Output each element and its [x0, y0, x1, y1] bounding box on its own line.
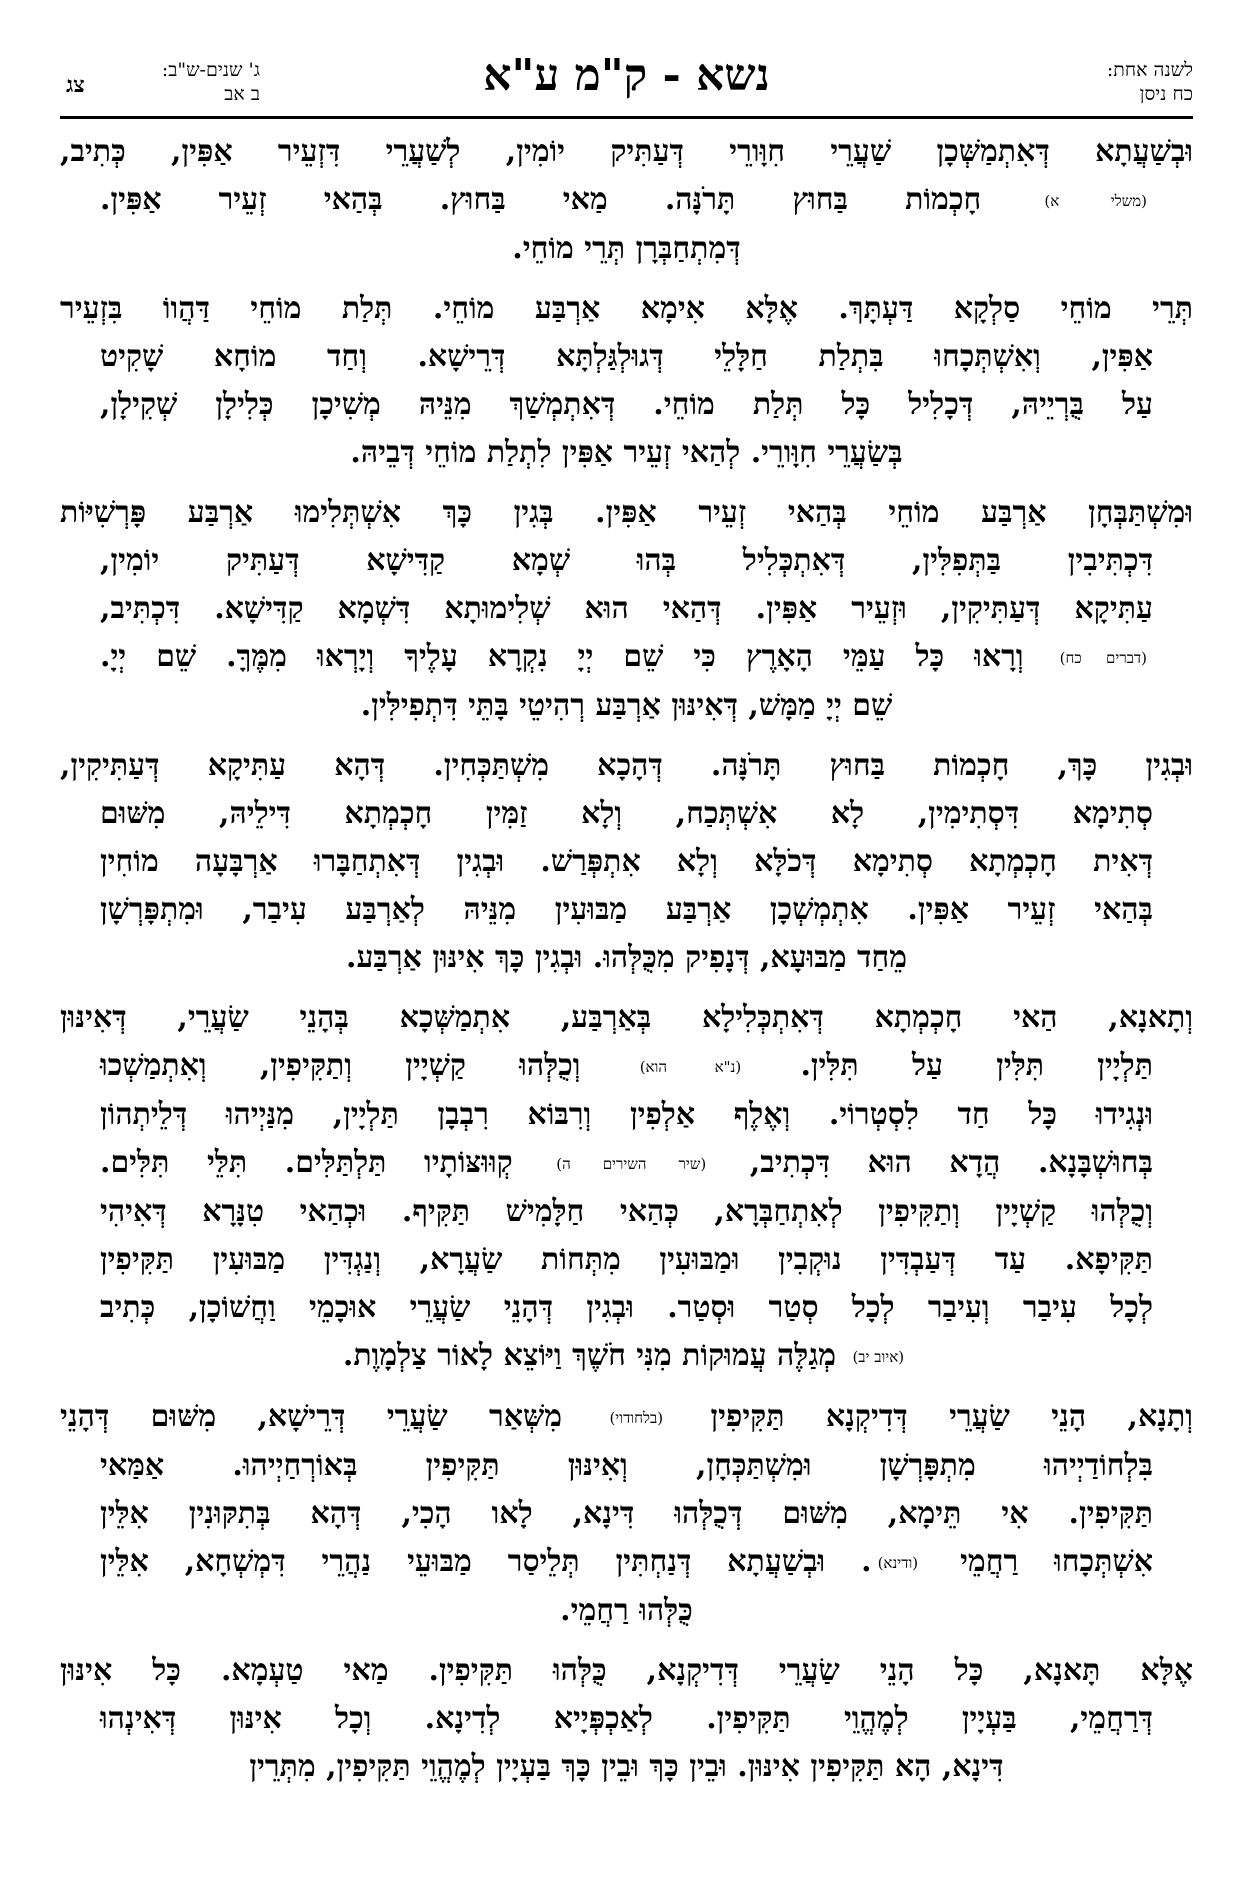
- text-line: [60, 381, 1193, 429]
- text-line: [60, 128, 1193, 176]
- text-segment: תַּלְיָין תִּלִּין עַל תִּלִּין.: [747, 1048, 1153, 1083]
- text-segment: . וּבְשַׁעֲתָא דְּנַחְתִּין תְּלֵיסַר מַבּוּעֵי נַהֲרֵי דִּמְשְׁחָא, אִלֵּין: [100, 1544, 872, 1579]
- text-line: [60, 489, 1193, 537]
- text-segment: דְּמִתְחַבְּרָן תְּרֵי מוֹחֵי.: [512, 231, 741, 266]
- text-segment: דִּכְתִּיבִין בַּתְּפִלִּין, דְּאִתְכְּלִיל בְּהוּ שְׁמָא קַדִּישָׁא דְּעַתִּיק יוֹמִין,: [100, 543, 1153, 578]
- text-line: [60, 1139, 1193, 1188]
- text-segment: דְּאִית חָכְמְתָא סְתִימָא דְּכֹלָּא וְלָא אִתְפְּרַשׁ. וּבְגִין דְּאִתְחַבָּרוּ אַרְבָּעָה מוֹחִין: [100, 844, 1153, 879]
- header-one-year-label: לשנה אחת:: [1106, 59, 1193, 81]
- text-line: [60, 682, 1193, 730]
- text-line: [60, 1442, 1193, 1490]
- text-line: [60, 585, 1193, 633]
- text-line: [60, 429, 1193, 477]
- text-line: [60, 790, 1193, 838]
- text-segment: תְּרֵי מוֹחֵי סַלְקָא דַּעְתָּךְ. אֶלָּא אִימָא אַרְבַּע מוֹחֵי. תְּלַת מוֹחֵי דַּהֲווֹ בִּזְעֵיר: [60, 291, 1193, 326]
- text-segment: וְתָנָא, הָנֵי שַׂעֲרֵי דְּדִיקְנָא תַּקִּיפִין: [669, 1399, 1193, 1434]
- text-line: [60, 994, 1193, 1042]
- text-line: [60, 1236, 1193, 1284]
- source-reference: (משלי א): [1044, 192, 1148, 210]
- text-line: [60, 1188, 1193, 1236]
- text-line: [60, 886, 1193, 934]
- text-segment: וּנְגִידוּ כָּל חַד לִסְטְרוֹי. וְאֶלֶף אַלְפִין וְרִבּוֹא רִבְבָן תַּלְיָין, מִנַּיְיהוּ דְּלֵיתְהוֹן: [100, 1097, 1153, 1132]
- page-header: [60, 50, 1193, 118]
- paragraph: [60, 1393, 1193, 1635]
- text-segment: בְּחוּשְׁבָּנָא. הֲדָא הוּא דִּכְתִיב,: [712, 1145, 1153, 1180]
- page-number: צג: [66, 72, 85, 98]
- text-segment: שֵׁם יְיָ מַמָּשׁ, דְּאִינּוּן אַרְבַּע רְהִיטֵי בָּתֵּי דִּתְפִילִּין.: [360, 688, 893, 723]
- text-segment: כֻּלְּהוּ רַחֲמֵי.: [560, 1593, 693, 1628]
- header-one-year-date: כח ניסן: [1139, 83, 1193, 105]
- text-line: [60, 1393, 1193, 1442]
- text-segment: וְכֻלְּהוּ קַשְׁיָין וְתַקִּיפִין לְאִתְחַבְּרָא, כְּהַאי חַלָּמִישׁ תַּקִּיף. וּכְהַאי טִנָּרָא דְּאִיהִי: [100, 1194, 1153, 1229]
- text-line: [60, 176, 1193, 225]
- text-line: [60, 1695, 1193, 1743]
- text-segment: לְכָל עִיבַר וְעִיבַר לְכָל סְטַר וּסְטַר. וּבְגִין דְּהָנֵי שַׂעֲרֵי אוּכָמֵי וַחֲשׁוֹכָן, כְּתִיב: [100, 1290, 1153, 1325]
- paragraph: [60, 994, 1193, 1381]
- header-three-years-label: ג' שנים-ש"ב:: [161, 59, 260, 81]
- text-line: [60, 1042, 1193, 1091]
- text-line: [60, 1332, 1193, 1381]
- text-line: [60, 934, 1193, 982]
- text-segment: וּבְשַׁעֲתָא דְּאִתְמַשְּׁכָן שַׁעֲרֵי חִוָּורֵי דְּעַתִּיק יוֹמִין, לְשַׁעֲרֵי דִּזְעֵיר אַפִּין, כְּתִיב,: [60, 134, 1193, 169]
- text-line: [60, 285, 1193, 333]
- header-rule: [60, 116, 1193, 119]
- source-reference: (שיר השירים ה): [556, 1155, 707, 1173]
- text-segment: בְּהַאי זְעֵיר אַפִּין. אִתְמְשְׁכָן אַרְבַּע מַבּוּעִין מִנֵּיהּ לְאַרְבַּע עִיבַר, וּמִתְפָּרְשָׁן: [100, 892, 1153, 927]
- text-segment: וְתָאנָא, הַאי חָכְמְתָא דְּאִתְכְּלִילָא בְּאַרְבַּע, אִתְמַשְּׁכָא בְּהָנֵי שַׂעֲרֵי, דְּאִינּוּן: [60, 1000, 1193, 1035]
- text-segment: דְּרַחֲמֵי, בַּעְיָין לְמֶהֱוֵי תַּקִּיפִין. לְאַכְפְּיָיא לְדִינָא. וְכָל אִינּוּן דְּאִינְהוּ: [100, 1701, 1153, 1736]
- text-segment: דִּינָא, הָא תַּקִּיפִין אִינּוּן. וּבֵין כָּךְ וּבֵין כָּךְ בַּעְיָין לְמֶהֱוֵי תַּקִּיפִין, מִתְּרֵין: [249, 1749, 1004, 1784]
- text-segment: תַּקִּיפָא. עַד דְּעַבְדִּין נוּקְבִין וּמַבּוּעִין מִתְּחוֹת שַׂעֲרָא, וְנַגְדִּין מַבּוּעִין תַּקִּיפִין: [100, 1242, 1153, 1277]
- source-reference: (בלחודוי): [609, 1409, 664, 1427]
- header-three-years-date: ב אב: [224, 83, 260, 105]
- paragraph: [60, 489, 1193, 730]
- source-reference: (נ"א הוא): [639, 1058, 742, 1076]
- text-segment: קְוּוּצּוֹתָיו תַּלְתַּלִּים. תִּלֵּי תִּלִּים.: [100, 1145, 551, 1180]
- source-reference: (דברים כח): [1059, 649, 1147, 667]
- text-line: [60, 1091, 1193, 1139]
- text-segment: בְּשַׂעֲרֵי חִוָּורֵי. לְהַאי זְעֵיר אַפִּין לִתְלַת מוֹחֵי דְּבֵיהּ.: [350, 435, 903, 470]
- source-reference: (ודינא): [877, 1554, 919, 1572]
- text-segment: חָכְמוֹת בַּחוּץ תָּרֹנָּה. מַאי בַּחוּץ. בְּהַאי זְעֵיר אַפִּין.: [100, 182, 1039, 217]
- text-segment: עַתִּיקָא דְּעַתִּיקִין, וּזְעֵיר אַפִּין. דְּהַאי הוּא שְׁלִימוּתָא דִּשְׁמָא קַדִּישָׁא. דִּכְתִּיב,: [100, 591, 1153, 626]
- text-segment: וְכֻלְּהוּ קַשְׁיָין וְתַקִּיפִין, וְאִתְמַשְׁכוּ: [100, 1048, 634, 1083]
- text-segment: מְגַלֶּה עֲמוּקוֹת מִנִּי חֹשֶׁךְ וַיּוֹצֵא לָאוֹר צַלְמָוֶת.: [342, 1338, 847, 1373]
- text-line: [60, 742, 1193, 790]
- source-reference: (איוב יב): [852, 1348, 905, 1366]
- text-line: [60, 1538, 1193, 1587]
- text-segment: מֵחַד מַבּוּעָא, דְּנָפִיק מִכֻּלְּהוּ. וּבְגִין כָּךְ אִינּוּן אַרְבַּע.: [346, 940, 907, 975]
- text-segment: אִשְׁתְּכָחוּ רַחֲמֵי: [924, 1544, 1154, 1579]
- text-segment: עַל בֻּרְיֵיהּ, דְּכָלִיל כָּל תְּלַת מוֹחֵי. דְּאִתְמְשַׁךְ מִנֵּיהּ מְשִׁיכָן כְּלִילָן שְׁקִילָן,: [100, 387, 1153, 422]
- text-line: [60, 225, 1193, 273]
- text-body: [60, 128, 1193, 1803]
- text-line: [60, 633, 1193, 682]
- text-line: [60, 1284, 1193, 1332]
- text-line: [60, 333, 1193, 381]
- text-segment: אַפִּין, וְאִשְׁתְּכָחוּ בִּתְלַת חַלָּלֵי דְּגוּלְגַּלְתָּא דְּרֵישָׁא. וְחַד מוֹחָא שָׁקִיט: [100, 339, 1153, 374]
- text-segment: מִשְּׁאַר שַׂעֲרֵי דְּרֵישָׁא, מִשּׁוּם דְּהָנֵי: [60, 1399, 604, 1434]
- text-line: [60, 1587, 1193, 1635]
- text-line: [60, 1647, 1193, 1695]
- text-segment: תַּקִּיפִין. אִי תֵּימָא, מִשּׁוּם דְּכֻלְּהוּ דִּינָא, לָאו הָכִי, דְּהָא בְּתִקּוּנִין אִלֵּין: [100, 1496, 1153, 1531]
- paragraph: [60, 1647, 1193, 1791]
- text-line: [60, 537, 1193, 585]
- text-line: [60, 1743, 1193, 1791]
- paragraph: [60, 285, 1193, 477]
- text-segment: וּבְגִין כָּךְ, חָכְמוֹת בַּחוּץ תָּרֹנָּה. דְּהָכָא מִשְׁתַּכְּחִין. דְּהָא עַתִּיקָא דְּעַתִּיקִין,: [60, 748, 1193, 783]
- text-segment: בִּלְחוֹדַיְיהוּ מִתְפָּרְשָׁן וּמִשְׁתַּכְּחָן, וְאִינּוּן תַּקִּיפִין בְּאוֹרְחַיְיהוּ. אַמַּאי: [100, 1448, 1153, 1483]
- text-segment: אֶלָּא תָּאנָא, כָּל הָנֵי שַׂעֲרֵי דְּדִיקְנָא, כֻּלְּהוּ תַּקִּיפִין. מַאי טַעְמָא. כָּל אִינּוּן: [60, 1653, 1193, 1688]
- page-title: נשא - ק"מ ע"א: [483, 50, 770, 101]
- text-line: [60, 1490, 1193, 1538]
- header-three-years: [162, 58, 260, 106]
- text-line: [60, 838, 1193, 886]
- text-segment: וְרָאוּ כָּל עַמֵּי הָאָרֶץ כִּי שֵׁם יְיָ נִקְרָא עָלֶיךָ וְיָרְאוּ מִמֶּךָּ. שֵׁם יְיָ.: [100, 639, 1054, 674]
- text-segment: סְתִימָא דִּסְתִימִין, לָא אִשְׁתְּכַח, וְלָא זַמִּין חָכְמְתָא דִּילֵיהּ, מִשּׁוּם: [100, 796, 1153, 831]
- text-segment: וּמִשְׁתַּבְּחָן אַרְבַּע מוֹחֵי בְּהַאי זְעֵיר אַפִּין. בְּגִין כָּךְ אִשְׁתְּלִימוּ אַרְבַּע פָּרְשִׁיּוֹת: [60, 495, 1193, 530]
- paragraph: [60, 128, 1193, 273]
- paragraph: [60, 742, 1193, 982]
